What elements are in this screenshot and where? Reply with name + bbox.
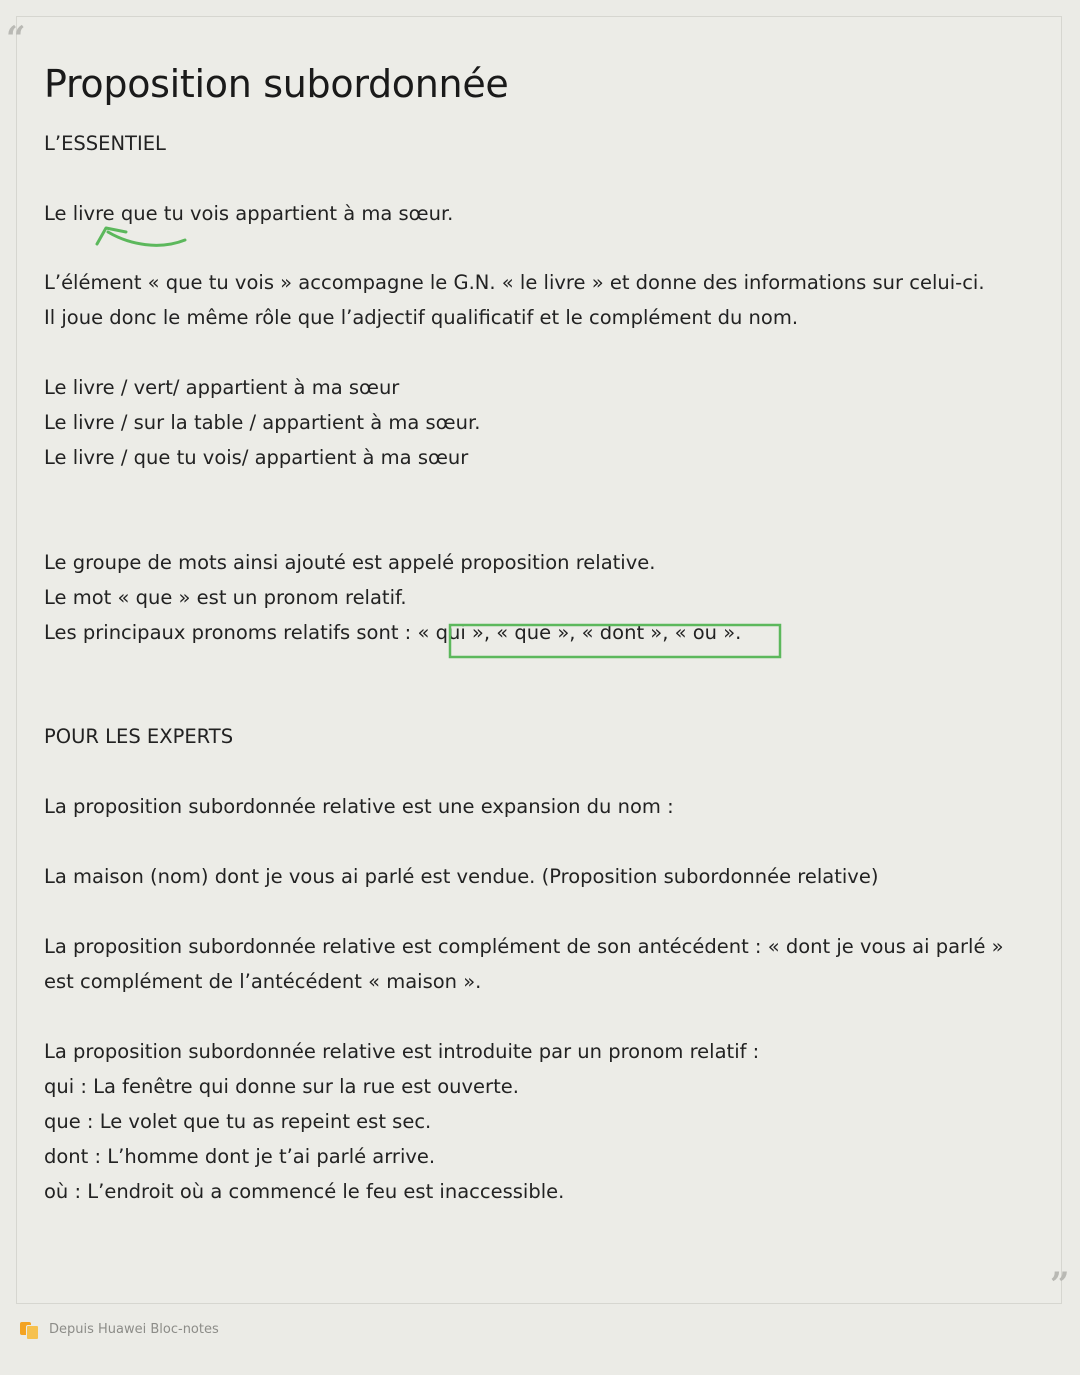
open-quote-icon: “ (6, 19, 26, 59)
comparison-line-1: Le livre / vert/ appartient à ma sœur (44, 376, 400, 399)
definition-line-1: Le groupe de mots ainsi ajouté est appelé proposition relative. (44, 551, 656, 574)
notes-app-icon (20, 1321, 37, 1338)
explanation-line-2: Il joue donc le même rôle que l’adjectif qualificatif et le complément du nom. (44, 306, 799, 329)
experts-example: La maison (nom) dont je vous ai parlé est vendue. (Proposition subordonnée relative) (44, 865, 879, 888)
comparison-line-2: Le livre / sur la table / appartient à ma sœur. (44, 411, 481, 434)
pronoun-intro: La proposition subordonnée relative est introduite par un pronom relatif : (44, 1040, 760, 1063)
pronoun-example-dont: dont : L’homme dont je t’ai parlé arrive. (44, 1145, 436, 1168)
definition-line-2: Le mot « que » est un pronom relatif. (44, 586, 407, 609)
essentiel-heading: L’ESSENTIEL (44, 132, 166, 155)
close-quote-icon: ” (1050, 1265, 1070, 1305)
experts-heading: POUR LES EXPERTS (44, 725, 234, 748)
pronoun-example-qui: qui : La fenêtre qui donne sur la rue est ouverte. (44, 1075, 519, 1098)
pronoun-example-ou: où : L’endroit où a commencé le feu est inaccessible. (44, 1180, 565, 1203)
source-footer (20, 1321, 219, 1338)
note-title: Proposition subordonnée (44, 62, 509, 106)
pronoun-example-que: que : Le volet que tu as repeint est sec. (44, 1110, 432, 1133)
experts-complement: La proposition subordonnée relative est complément de son antécédent : « dont je vous ai parlé » est complément de l’antécédent « maison ». (44, 935, 1004, 993)
definition-line-3: Les principaux pronoms relatifs sont : « qui », « que », « dont », « ou ». (44, 621, 742, 644)
source-label: Depuis Huawei Bloc-notes (49, 1322, 219, 1337)
experts-intro: La proposition subordonnée relative est une expansion du nom : (44, 795, 674, 818)
explanation-line-1: L’élément « que tu vois » accompagne le G.N. « le livre » et donne des informations sur celui-ci. (44, 271, 985, 294)
comparison-line-3: Le livre / que tu vois/ appartient à ma sœur (44, 446, 469, 469)
example-sentence: Le livre que tu vois appartient à ma sœur. (44, 202, 454, 225)
